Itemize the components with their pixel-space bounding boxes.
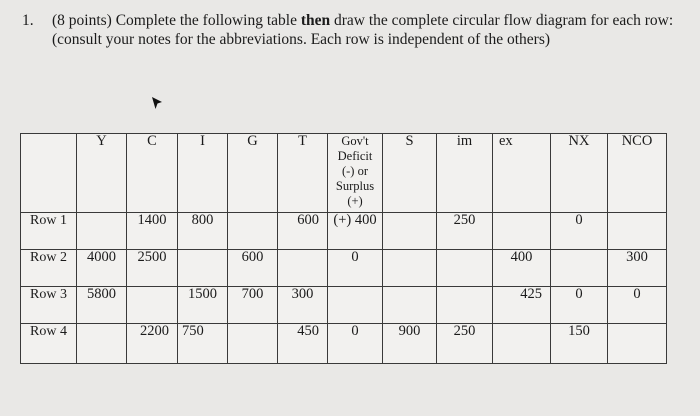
header-im: im — [437, 134, 493, 213]
cell-ex: 400 — [493, 250, 551, 287]
cell-t: 450 — [278, 324, 328, 364]
cell-nx: 150 — [551, 324, 608, 364]
header-s: S — [383, 134, 437, 213]
row-label: Row 3 — [21, 287, 77, 324]
cell-nx: 0 — [551, 287, 608, 324]
table-row — [21, 324, 667, 364]
header-c: C — [127, 134, 178, 213]
cell-gov: 0 — [328, 324, 383, 364]
cell-im: 250 — [437, 213, 493, 250]
header-ex: ex — [493, 134, 551, 213]
cell-nco: 0 — [608, 287, 667, 324]
cell-s: 900 — [383, 324, 437, 364]
header-nx: NX — [551, 134, 608, 213]
cell-ex — [493, 324, 551, 364]
row-label: Row 1 — [21, 213, 77, 250]
cell-gov — [328, 287, 383, 324]
table-row — [21, 250, 667, 287]
cell-nx — [551, 250, 608, 287]
table-row — [21, 213, 667, 250]
table-row — [21, 287, 667, 324]
cell-nco — [608, 213, 667, 250]
cell-nco: 300 — [608, 250, 667, 287]
cell-i: 1500 — [178, 287, 228, 324]
cell-c: 1400 — [127, 213, 178, 250]
cell-t: 600 — [278, 213, 328, 250]
cell-ex — [493, 213, 551, 250]
header-nco: NCO — [608, 134, 667, 213]
question-text — [52, 11, 677, 49]
question-bold-word: then — [300, 12, 331, 29]
cell-t: 300 — [278, 287, 328, 324]
cell-im: 250 — [437, 324, 493, 364]
row-label: Row 2 — [21, 250, 77, 287]
header-y: Y — [77, 134, 127, 213]
cell-y — [77, 213, 127, 250]
cell-g: 700 — [228, 287, 278, 324]
cell-nx: 0 — [551, 213, 608, 250]
cell-y: 5800 — [77, 287, 127, 324]
cell-g — [228, 213, 278, 250]
header-i: I — [178, 134, 228, 213]
row-label: Row 4 — [21, 324, 77, 364]
cell-y: 4000 — [77, 250, 127, 287]
cell-g: 600 — [228, 250, 278, 287]
cell-gov: 0 — [328, 250, 383, 287]
cell-c: 2200 — [127, 324, 178, 364]
cell-i: 750 — [178, 324, 228, 364]
cell-g — [228, 324, 278, 364]
question-text-part2: draw the complete circular flow diagram for each row: (consult your notes for the abbreviations. Each row is independent of the others) — [52, 12, 674, 48]
cell-ex: 425 — [493, 287, 551, 324]
cell-s — [383, 213, 437, 250]
header-blank — [21, 134, 77, 213]
cell-c — [127, 287, 178, 324]
cell-s — [383, 287, 437, 324]
mouse-pointer-icon — [151, 96, 163, 110]
cell-i: 800 — [178, 213, 228, 250]
question-number: 1. — [22, 12, 34, 29]
cell-y — [77, 324, 127, 364]
header-t: T — [278, 134, 328, 213]
cell-im — [437, 250, 493, 287]
cell-i — [178, 250, 228, 287]
question-text-part1: Complete the following table — [111, 12, 301, 29]
header-row — [21, 134, 667, 213]
header-gov-deficit: Gov't Deficit (-) or Surplus (+) — [328, 134, 383, 213]
cell-c: 2500 — [127, 250, 178, 287]
cell-nco — [608, 324, 667, 364]
data-table — [20, 133, 667, 364]
cell-t — [278, 250, 328, 287]
cell-gov: (+) 400 — [328, 213, 383, 250]
header-g: G — [228, 134, 278, 213]
cell-im — [437, 287, 493, 324]
cell-s — [383, 250, 437, 287]
question-points: (8 points) — [52, 12, 112, 29]
